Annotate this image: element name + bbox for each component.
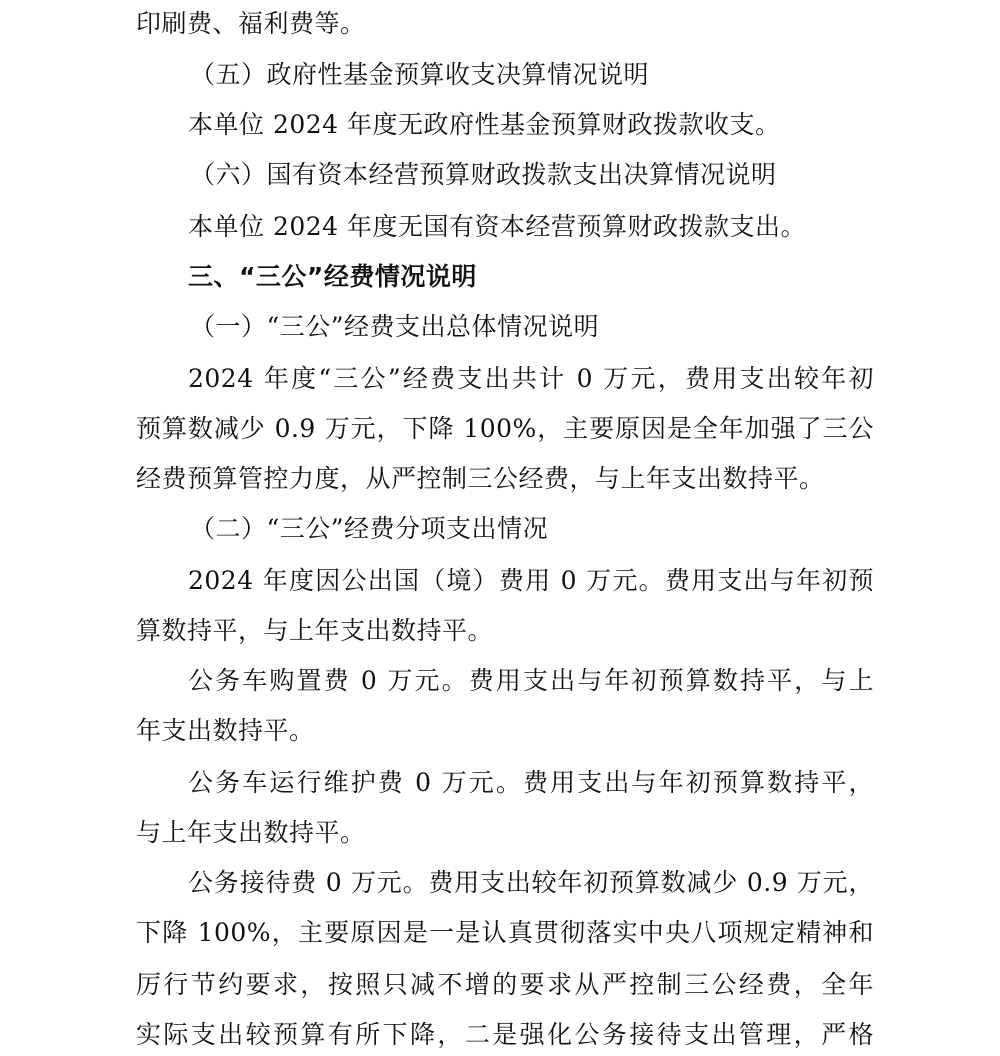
paragraph-line: 年支出数持平。 <box>136 716 315 745</box>
paragraph-line: 本单位 2024 年度无国有资本经营预算财政拨款支出。 <box>188 212 807 241</box>
paragraph-line: 2024 年度“三公”经费支出共计 0 万元，费用支出较年初 <box>188 364 874 393</box>
paragraph-line: 印刷费、福利费等。 <box>136 9 366 38</box>
paragraph-line: 算数持平，与上年支出数持平。 <box>136 616 494 645</box>
paragraph-line: 经费预算管控力度，从严控制三公经费，与上年支出数持平。 <box>136 464 825 493</box>
paragraph-line: 本单位 2024 年度无政府性基金预算财政拨款收支。 <box>188 110 781 139</box>
section-heading-5: （五）政府性基金预算收支决算情况说明 <box>190 60 650 89</box>
paragraph-line: 公务接待费 0 万元。费用支出较年初预算数减少 0.9 万元， <box>188 868 874 897</box>
section-heading-2: （二）“三公”经费分项支出情况 <box>190 514 549 543</box>
paragraph-line: 2024 年度因公出国（境）费用 0 万元。费用支出与年初预 <box>188 566 874 595</box>
paragraph-line: 公务车运行维护费 0 万元。费用支出与年初预算数持平， <box>188 768 874 797</box>
section-heading-1: （一）“三公”经费支出总体情况说明 <box>190 312 600 341</box>
section-heading-6: （六）国有资本经营预算财政拨款支出决算情况说明 <box>190 160 777 189</box>
paragraph-line: 实际支出较预算有所下降，二是强化公务接待支出管理，严格 <box>136 1020 874 1049</box>
chapter-heading-3: 三、“三公”经费情况说明 <box>188 262 477 291</box>
paragraph-line: 预算数减少 0.9 万元，下降 100%，主要原因是全年加强了三公 <box>136 414 874 443</box>
paragraph-line: 下降 100%，主要原因是一是认真贯彻落实中央八项规定精神和 <box>136 918 874 947</box>
paragraph-line: 与上年支出数持平。 <box>136 818 366 847</box>
paragraph-line: 厉行节约要求，按照只减不增的要求从严控制三公经费，全年 <box>136 970 874 999</box>
paragraph-line: 公务车购置费 0 万元。费用支出与年初预算数持平，与上 <box>188 666 874 695</box>
